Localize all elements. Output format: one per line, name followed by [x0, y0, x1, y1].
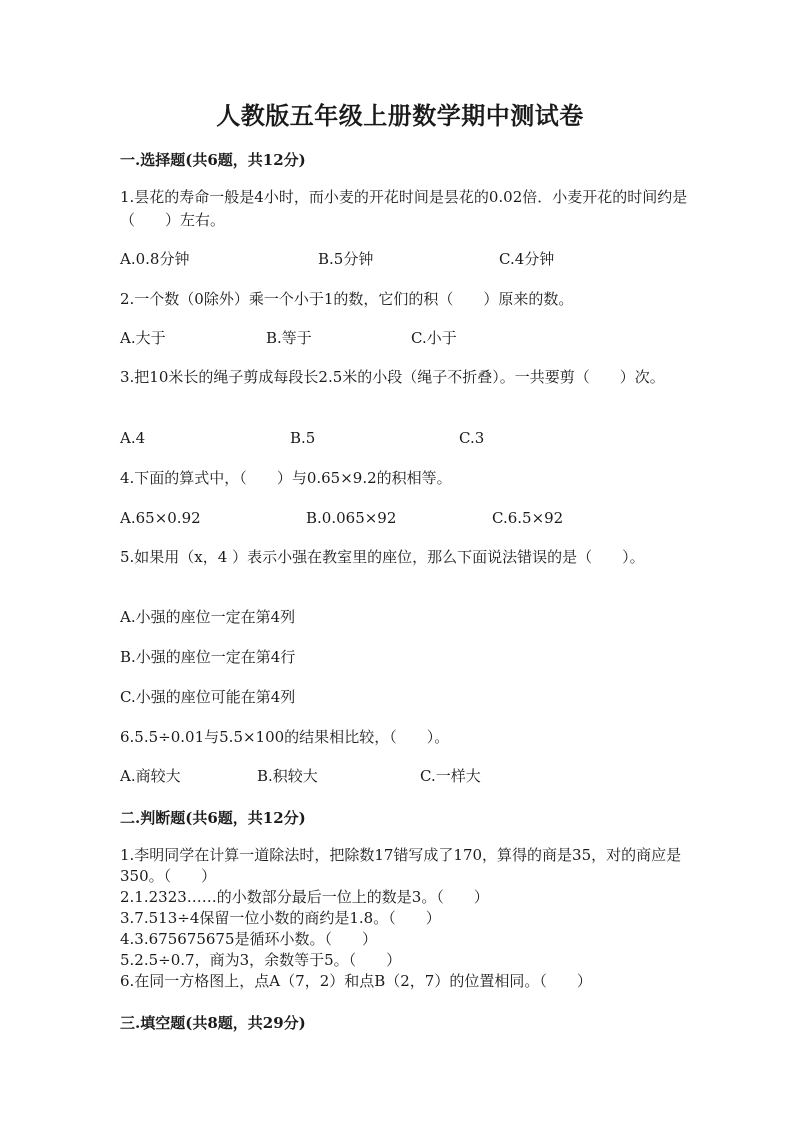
question-3-option-a: A.4 [120, 429, 146, 447]
question-2-option-a: A.大于 [120, 329, 166, 347]
question-1-option-b: B.5分钟 [318, 250, 374, 268]
question-6-text: 6.5.5÷0.01与5.5×100的结果相比较，（ ）。 [120, 728, 450, 746]
question-4-option-c: C.6.5×92 [492, 509, 564, 527]
page-title: 人教版五年级上册数学期中测试卷 [216, 101, 584, 130]
section-heading-fill-blank: 三.填空题(共8题，共29分) [120, 1014, 306, 1032]
section-heading-true-false: 二.判断题(共6题，共12分) [120, 809, 306, 827]
question-5-option-b: B.小强的座位一定在第4行 [120, 648, 296, 666]
question-1-option-a: A.0.8分钟 [120, 250, 190, 268]
question-2-option-b: B.等于 [266, 329, 312, 347]
question-6-option-b: B.积较大 [257, 767, 318, 785]
question-1-text: 1.昙花的寿命一般是4小时，而小麦的开花时间是昙花的0.02倍．小麦开花的时间约是（ ）左右。 [120, 188, 688, 229]
true-false-item-4: 4.3.675675675是循环小数。（ ） [120, 930, 378, 948]
true-false-item-1: 1.李明同学在计算一道除法时，把除数17错写成了170，算得的商是35，对的商应是350。（ ） [120, 846, 682, 885]
question-2-option-c: C.小于 [411, 329, 457, 347]
question-4-option-b: B.0.065×92 [306, 509, 397, 527]
true-false-item-2: 2.1.2323……的小数部分最后一位上的数是3。（ ） [120, 888, 489, 906]
true-false-item-6: 6.在同一方格图上，点A（7，2）和点B（2，7）的位置相同。（ ） [120, 972, 592, 990]
true-false-item-5: 5.2.5÷0.7，商为3，余数等于5。（ ） [120, 951, 402, 969]
question-4-text: 4.下面的算式中，（ ）与0.65×9.2的积相等。 [120, 469, 452, 487]
question-6-option-a: A.商较大 [120, 767, 181, 785]
question-5-option-a: A.小强的座位一定在第4列 [120, 608, 296, 626]
question-4-option-a: A.65×0.92 [120, 509, 201, 527]
question-5-option-c: C.小强的座位可能在第4列 [120, 688, 296, 706]
question-6-option-c: C.一样大 [420, 767, 481, 785]
section-heading-choice: 一.选择题(共6题，共12分) [120, 151, 306, 169]
question-5-text: 5.如果用（x，4 ）表示小强在教室里的座位，那么下面说法错误的是（ ）。 [120, 548, 645, 566]
question-3-text: 3.把10米长的绳子剪成每段长2.5米的小段（绳子不折叠）。一共要剪（ ）次。 [120, 368, 665, 386]
question-3-option-b: B.5 [290, 429, 316, 447]
question-3-option-c: C.3 [459, 429, 485, 447]
question-1-option-c: C.4分钟 [499, 250, 555, 268]
true-false-item-3: 3.7.513÷4保留一位小数的商约是1.8。（ ） [120, 909, 441, 927]
question-2-text: 2.一个数（0除外）乘一个小于1的数，它们的积（ ）原来的数。 [120, 290, 574, 308]
